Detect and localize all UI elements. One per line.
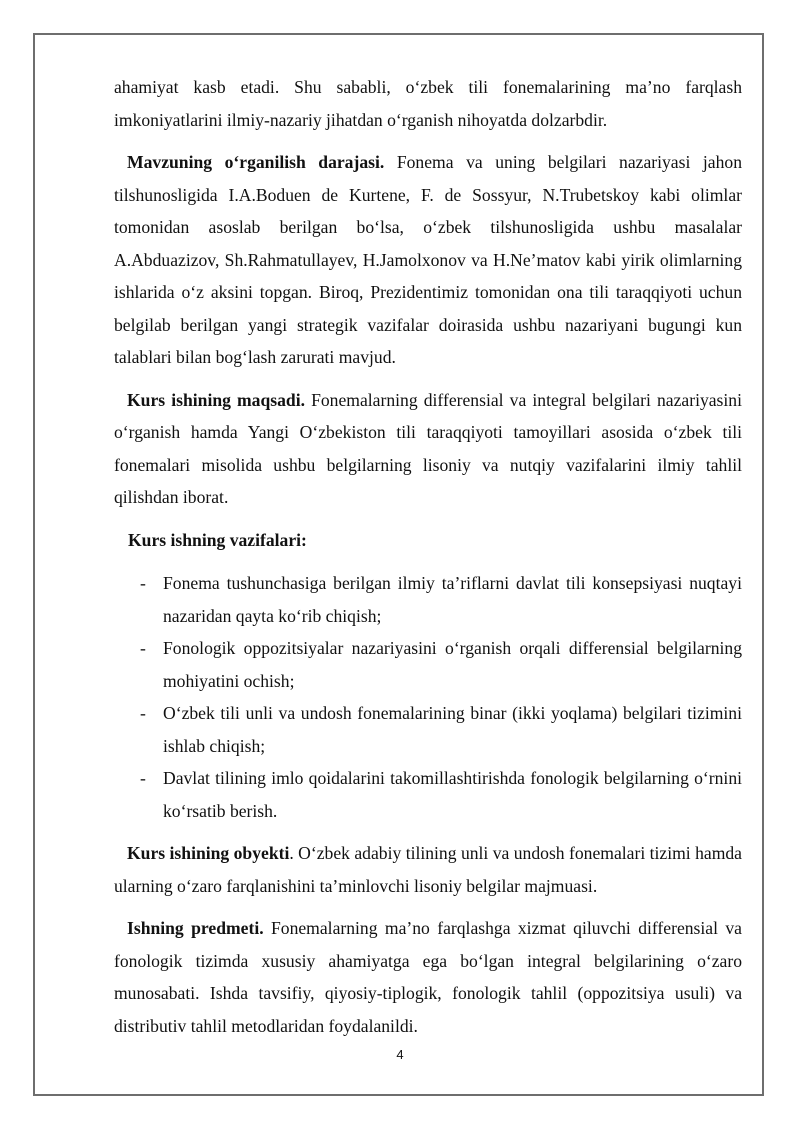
tasks-list	[114, 567, 742, 827]
task-text: Fonema tushunchasiga berilgan ilmiy ta’riflarni davlat tili konsepsiyasi nuqtayi nazaridan qayta ko‘rib chiqish;	[163, 573, 742, 626]
object-paragraph	[114, 837, 742, 902]
list-item	[114, 632, 742, 697]
task-text: O‘zbek tili unli va undosh fonemalarining binar (ikki yoqlama) belgilari tizimini ishlab chiqish;	[163, 703, 742, 756]
subject-paragraph	[114, 912, 742, 1042]
list-dash: -	[140, 768, 146, 788]
intro-paragraph: ahamiyat kasb etadi. Shu sababli, o‘zbek tili fonemalarining ma’no farqlash imkoniyatlarini ilmiy-nazariy jihatdan o‘rganish nihoyatda dolzarbdir.	[114, 77, 742, 130]
goal-text: Fonemalarning differensial va integral belgilari nazariyasini o‘rganish hamda Yangi O‘zbekiston tili taraqqiyoti tamoyillari asosida o‘zbek tili fonemalari misolida ushbu belgilarning lisoniy va nutqiy vazifalarini ilmiy tahlil qilishdan iborat.	[114, 389, 742, 507]
goal-heading: Kurs ishining maqsadi.	[127, 389, 305, 410]
list-dash: -	[140, 573, 146, 593]
object-text: . O‘zbek adabiy tilining unli va undosh fonemalari tizimi hamda ularning o‘zaro farqlanishini ta’minlovchi lisoniy belgilar majmuasi.	[114, 843, 742, 896]
goal-paragraph	[114, 384, 742, 514]
list-item	[114, 567, 742, 632]
object-heading: Kurs ishining obyekti	[127, 843, 290, 863]
study-degree-paragraph	[114, 146, 742, 374]
list-item	[114, 762, 742, 827]
subject-heading: Ishning predmeti.	[127, 918, 264, 938]
task-text: Fonologik oppozitsiyalar nazariyasini o‘rganish orqali differensial belgilarning mohiyatini ochish;	[163, 638, 742, 691]
task-text: Davlat tilining imlo qoidalarini takomillashtirishda fonologik belgilarning o‘rnini ko‘rsatib berish.	[163, 768, 742, 821]
list-dash: -	[140, 638, 146, 658]
subject-text: Fonemalarning ma’no farqlashga xizmat qiluvchi differensial va fonologik tizimda xususiy ahamiyatga ega bo‘lgan integral belgilarining o‘zaro munosabati. Ishda tavsifiy, qiyosiy-tiplogik, fonologik tahlil (oppozitsiya usuli) va distributiv tahlil metodlaridan foydalanildi.	[114, 918, 742, 1036]
list-dash: -	[140, 703, 146, 723]
study-degree-text: Fonema va uning belgilari nazariyasi jahon tilshunosligida I.A.Boduen de Kurtene, F. de Sossyur, N.Trubetskoy kabi olimlar tomonidan asoslab berilgan bo‘lsa, o‘zbek tilshunosligida ushbu masalalar A.Abduazizov, Sh.Rahmatullayev, H.Jamolxonov va H.Ne’matov kabi yirik olimlarning ishlarida o‘z aksini topgan. Biroq, Prezidentimiz tomonidan ona tili taraqqiyoti uchun belgilab berilgan yangi strategik vazifalar doirasida ushbu nazariyani bugungi kun talablari bilan bog‘lash zarurati mavjud.	[114, 152, 742, 367]
study-degree-heading: Mavzuning o‘rganilish darajasi.	[127, 152, 385, 172]
tasks-heading: Kurs ishning vazifalari:	[128, 529, 307, 550]
list-item	[114, 697, 742, 762]
page-number: 4	[396, 1047, 404, 1062]
document-body	[114, 71, 742, 1042]
